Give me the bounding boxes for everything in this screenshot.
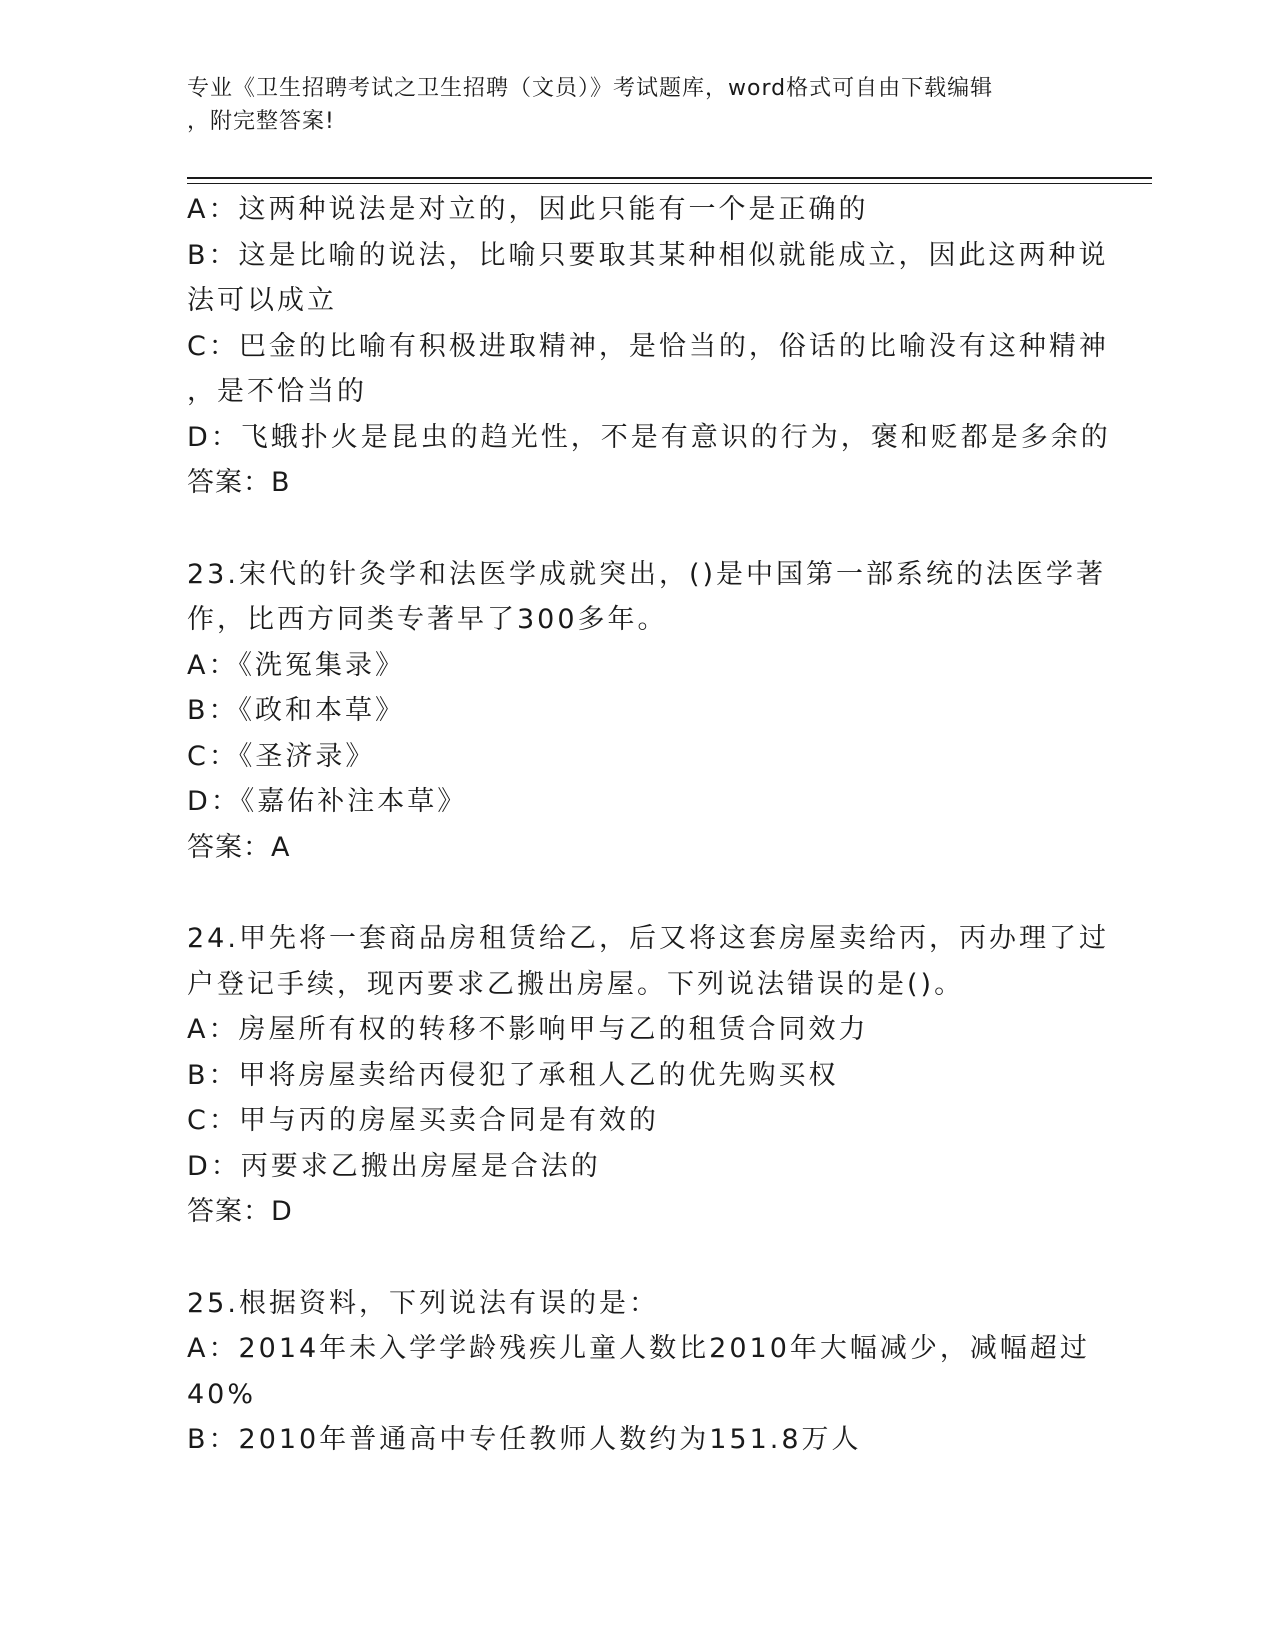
question-24 <box>187 916 1109 1235</box>
option-c-line-2: ，是不恰当的 <box>187 376 367 407</box>
document-header <box>187 72 1067 138</box>
question-23 <box>187 552 1107 871</box>
answer-label: 答案：B <box>187 467 291 498</box>
option-c: C：《圣济录》 <box>187 740 376 772</box>
header-divider-thick <box>187 177 1152 179</box>
option-a: A：房屋所有权的转移不影响甲与乙的租赁合同效力 <box>187 1014 869 1045</box>
spacer <box>187 506 1067 552</box>
spacer <box>187 1235 1067 1281</box>
option-c: C：甲与丙的房屋买卖合同是有效的 <box>187 1105 659 1136</box>
option-a-line-2: 40% <box>187 1378 257 1410</box>
question-stem-line-2: 作，比西方同类专著早了300多年。 <box>187 604 668 635</box>
question-list <box>187 187 1111 1463</box>
option-b-line-2: 法可以成立 <box>187 285 337 316</box>
option-a: A：这两种说法是对立的，因此只能有一个是正确的 <box>187 194 869 225</box>
question-stem-line-1: 24.甲先将一套商品房租赁给乙，后又将这套房屋卖给丙，丙办理了过 <box>187 923 1109 954</box>
option-a-line-1: A：2014年未入学学龄残疾儿童人数比2010年大幅减少，减幅超过 <box>187 1333 1090 1364</box>
question-stem: 25.根据资料，下列说法有误的是： <box>187 1287 659 1319</box>
question-stem-line-2: 户登记手续，现丙要求乙搬出房屋。下列说法错误的是()。 <box>187 968 965 1000</box>
question-22 <box>187 187 1111 506</box>
option-d: D：丙要求乙搬出房屋是合法的 <box>187 1150 601 1182</box>
option-c-line-1: C：巴金的比喻有积极进取精神，是恰当的，俗话的比喻没有这种精神 <box>187 330 1109 362</box>
question-25 <box>187 1281 1090 1463</box>
answer-label: 答案：A <box>187 831 291 863</box>
option-d: D：飞蛾扑火是昆虫的趋光性，不是有意识的行为，褒和贬都是多余的 <box>187 421 1111 453</box>
option-b: B：甲将房屋卖给丙侵犯了承租人乙的优先购买权 <box>187 1059 839 1091</box>
header-divider-thin <box>187 183 1152 184</box>
header-title-line-2: ，附完整答案! <box>187 109 335 134</box>
option-b-line-1: B：这是比喻的说法，比喻只要取其某种相似就能成立，因此这两种说 <box>187 239 1109 271</box>
option-a: A：《洗冤集录》 <box>187 649 405 681</box>
option-b: B：《政和本草》 <box>187 695 406 726</box>
option-b: B：2010年普通高中专任教师人数约为151.8万人 <box>187 1424 862 1455</box>
option-d: D：《嘉佑补注本草》 <box>187 786 468 817</box>
spacer <box>187 870 1067 916</box>
question-stem-line-1: 23.宋代的针灸学和法医学成就突出，()是中国第一部系统的法医学著 <box>187 558 1107 590</box>
answer-label: 答案：D <box>187 1196 293 1227</box>
header-title-line-1: 专业《卫生招聘考试之卫生招聘（文员）》考试题库，word格式可自由下载编辑 <box>187 76 994 101</box>
